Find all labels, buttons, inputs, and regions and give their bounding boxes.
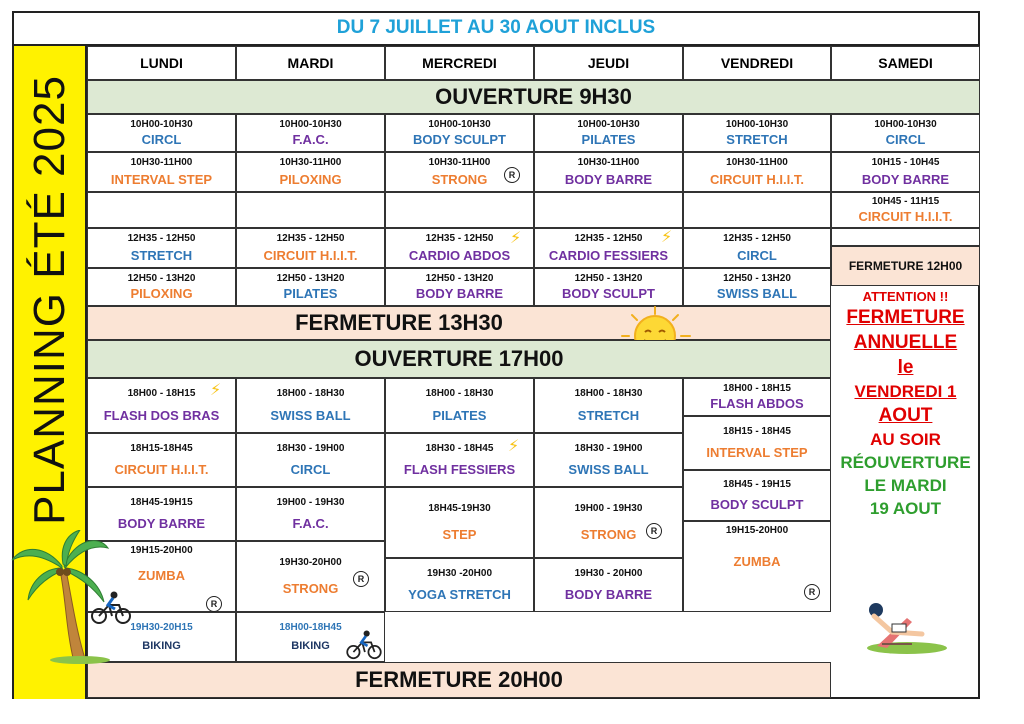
day-header-jeudi: JEUDI [534,46,683,80]
bolt-icon: ⚡ [510,230,522,247]
class-cell: 19H30-20H15 BIKING [87,612,236,662]
empty-cell [236,192,385,228]
class-cell: 18H00 - 18H15 FLASH ABDOS [683,378,831,416]
empty-cell [87,192,236,228]
class-cell: 10H00-10H30 CIRCL [87,114,236,152]
class-cell: 10H30-11H00 BODY BARRE [534,152,683,192]
cyclist-icon [90,591,132,625]
registered-icon: R [804,584,820,600]
class-cell: 18H30 - 19H00 CIRCL [236,433,385,487]
day-header-mercredi: MERCREDI [385,46,534,80]
class-cell: 12H35 - 12H50 STRETCH [87,228,236,268]
class-cell: 18H30 - 19H00 SWISS BALL [534,433,683,487]
empty-cell [385,192,534,228]
class-cell: 12H50 - 13H20 BODY BARRE [385,268,534,306]
class-cell: 18H45 - 19H15 BODY SCULPT [683,470,831,521]
registered-icon: R [206,596,222,612]
class-cell: 12H35 - 12H50 CARDIO FESSIERS ⚡ [534,228,683,268]
bolt-icon: ⚡ [661,229,673,246]
empty-cell [534,192,683,228]
annual-closing-notice: ATTENTION !! FERMETURE ANNUELLE le VENDREDI 1 AOUT AU SOIR RÉOUVERTURE LE MARDI 19 AOUT [840,289,971,518]
class-cell: 10H30-11H00 CIRCUIT H.I.I.T. [683,152,831,192]
class-cell: 18H30 - 18H45 FLASH FESSIERS ⚡ [385,433,534,487]
class-cell: 10H00-10H30 BODY SCULPT [385,114,534,152]
band-saturday-close: FERMETURE 12H00 [831,246,980,286]
bolt-icon: ⚡ [508,438,520,455]
empty-cell [831,228,980,246]
registered-icon: R [504,167,520,183]
class-cell: 19H15-20H00 ZUMBA R [683,521,831,612]
empty-cell [683,192,831,228]
day-header-samedi: SAMEDI [831,46,980,80]
date-range-title: DU 7 JUILLET AU 30 AOUT INCLUS [12,11,980,46]
class-cell: 10H15 - 10H45 BODY BARRE [831,152,980,192]
band-close-evening: FERMETURE 20H00 [87,662,831,698]
band-close-midday: FERMETURE 13H30 [87,306,831,340]
class-cell: 12H35 - 12H50 CIRCUIT H.I.I.T. [236,228,385,268]
class-cell: 12H50 - 13H20 SWISS BALL [683,268,831,306]
class-cell: 10H00-10H30 CIRCL [831,114,980,152]
cyclist-icon [345,630,383,660]
class-cell: 18H15-18H45 CIRCUIT H.I.I.T. [87,433,236,487]
day-header-lundi: LUNDI [87,46,236,80]
day-header-mardi: MARDI [236,46,385,80]
registered-icon: R [353,571,369,587]
class-cell: 12H50 - 13H20 PILOXING [87,268,236,306]
class-cell: 10H30-11H00 STRONG R [385,152,534,192]
class-cell: 12H35 - 12H50 CARDIO ABDOS ⚡ [385,228,534,268]
band-open-evening: OUVERTURE 17H00 [87,340,831,378]
class-cell: 18H45-19H30 STEP [385,487,534,558]
beach-lounger-icon [852,598,952,656]
class-cell: 19H30 -20H00 YOGA STRETCH [385,558,534,612]
class-cell: 18H00 - 18H30 STRETCH [534,378,683,433]
class-cell: 10H30-11H00 INTERVAL STEP [87,152,236,192]
class-cell: 18H00 - 18H30 SWISS BALL [236,378,385,433]
class-cell: 12H50 - 13H20 BODY SCULPT [534,268,683,306]
class-cell: 18H00 - 18H30 PILATES [385,378,534,433]
registered-icon: R [646,523,662,539]
class-cell: 12H35 - 12H50 CIRCL [683,228,831,268]
class-cell: 12H50 - 13H20 PILATES [236,268,385,306]
class-cell: 19H00 - 19H30 F.A.C. [236,487,385,541]
class-cell: 10H00-10H30 PILATES [534,114,683,152]
class-cell: 19H30-20H00 STRONG R [236,541,385,612]
class-cell: 18H00-18H45 BIKING [236,612,385,662]
class-cell: 10H30-11H00 PILOXING [236,152,385,192]
class-cell: 19H00 - 19H30 STRONG R [534,487,683,558]
bolt-icon: ⚡ [210,382,222,399]
day-header-vendredi: VENDREDI [683,46,831,80]
class-cell: 18H15 - 18H45 INTERVAL STEP [683,416,831,470]
class-cell: 18H00 - 18H15 FLASH DOS BRAS ⚡ [87,378,236,433]
class-cell: 19H30 - 20H00 BODY BARRE [534,558,683,612]
band-open-morning: OUVERTURE 9H30 [87,80,980,114]
class-cell: 10H00-10H30 STRETCH [683,114,831,152]
planning-title: PLANNING ÉTÉ 2025 [25,75,74,525]
class-cell: 18H45-19H15 BODY BARRE [87,487,236,541]
class-cell: 10H45 - 11H15 CIRCUIT H.I.I.T. [831,192,980,228]
class-cell: 10H00-10H30 F.A.C. [236,114,385,152]
class-cell: 19H15-20H00 ZUMBA R [87,541,236,612]
